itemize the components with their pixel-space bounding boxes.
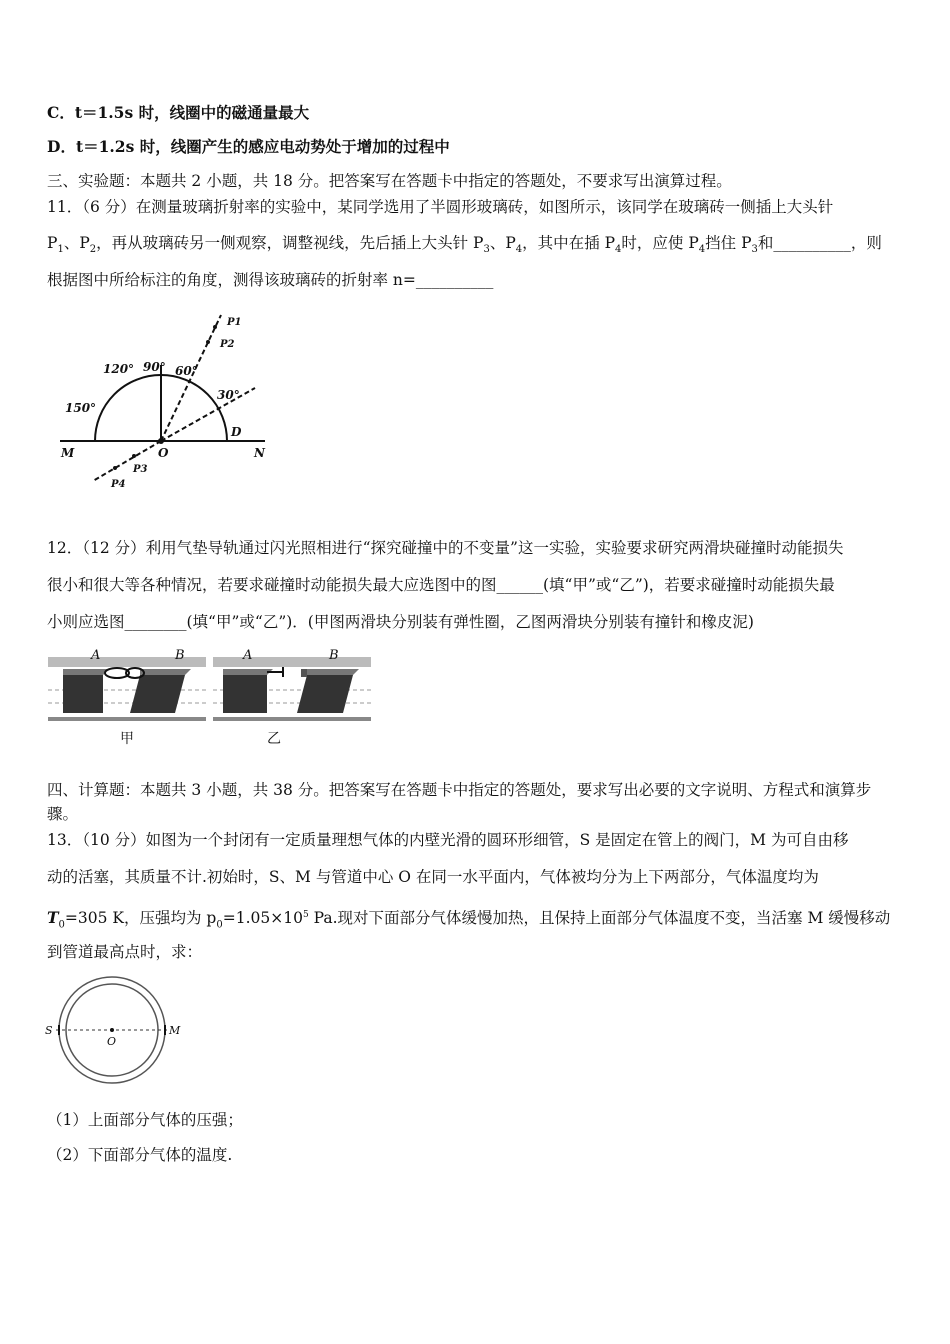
q13-line1: 13．（10 分）如图为一个封闭有一定质量理想气体的内壁光滑的圆环形细管，S 是固定在管上的阀门，M 为可自由移 [47, 831, 849, 849]
slider-b-label-2: B [329, 648, 339, 663]
slider-a-label-2: A [243, 648, 253, 663]
q12-line1: 12．（12 分）利用气垫导轨通过闪光照相进行“探究碰撞中的不变量”这一实验，实验要求研究两滑块碰撞时动能损失 [47, 539, 844, 557]
track-yi [213, 657, 371, 721]
caption-yi: 乙 [267, 731, 281, 747]
q13-line3: $T_0=305$ K，压强均为 $p_0=1.05\times 10^5$ Pa.现对下面部分气体缓慢加热，且保持上面部分气体温度不变，当活塞 M 缓慢移动 [47, 908, 891, 931]
q11-line1: 11．（6 分）在测量玻璃折射率的实验中，某同学选用了半圆形玻璃砖，如图所示，该同学在玻璃砖一侧插上大头针 [47, 198, 834, 216]
q12-line3: 小则应选图________(填“甲”或“乙”)．(甲图两滑块分别装有弹性圈，乙图两滑块分别装有撞针和橡皮泥) [47, 613, 754, 631]
label-o: O [158, 446, 169, 460]
label-center-o: O [107, 1035, 117, 1048]
option-c: C．t＝1.5s 时，线圈中的磁通量最大 [47, 103, 310, 122]
section-4-heading-line1: 四、计算题：本题共 3 小题，共 38 分。把答案写在答题卡中指定的答题处，要求写出必要的文字说明、方程式和演算步 [47, 781, 872, 799]
label-p1: P1 [227, 317, 242, 328]
angle-90-label: 90° [143, 360, 166, 374]
angle-30-label: 30° [217, 388, 240, 402]
slider-b-label-1: B [175, 648, 185, 663]
track-jia [48, 657, 206, 721]
angle-150-label: 150° [65, 401, 97, 415]
label-d: D [231, 425, 242, 439]
label-n: N [254, 446, 265, 460]
section-4-heading-line2: 骤。 [47, 805, 79, 823]
q11-line2: $P_1$、$P_2$，再从玻璃砖另一侧观察，调整视线，先后插上大头针 $P_3$、$P_4$，其中在插 $P_4$时，应使 $P_4$挡住 $P_3$和__________，则 [47, 234, 882, 256]
q12-line2: 很小和很大等各种情况，若要求碰撞时动能损失最大应选图中的图______(填“甲”或“乙”)，若要求碰撞时动能损失最 [47, 576, 835, 594]
label-p3: P3 [133, 464, 148, 475]
caption-jia: 甲 [120, 731, 134, 747]
option-d: D．t＝1.2s 时，线圈产生的感应电动势处于增加的过程中 [47, 137, 450, 156]
refraction-diagram [55, 305, 280, 495]
q13-part1: （1）上面部分气体的压强； [47, 1111, 243, 1129]
angle-60-label: 60° [175, 364, 198, 378]
label-piston-m: M [169, 1024, 181, 1037]
q13-line2: 动的活塞，其质量不计.初始时，S、M 与管道中心 O 在同一水平面内，气体被均分为上下两部分，气体温度均为 [47, 868, 819, 886]
slider-a-label-1: A [91, 648, 101, 663]
label-s: S [45, 1024, 53, 1037]
label-p4: P4 [111, 479, 126, 490]
ring-tube-diagram [42, 975, 187, 1090]
q13-part2: （2）下面部分气体的温度. [47, 1146, 233, 1164]
label-m: M [61, 446, 75, 460]
label-p2: P2 [220, 339, 235, 350]
angle-120-label: 120° [103, 362, 135, 376]
section-3-heading: 三、实验题：本题共 2 小题，共 18 分。把答案写在答题卡中指定的答题处，不要求写出演算过程。 [47, 172, 732, 190]
q11-line3: 根据图中所给标注的角度，测得该玻璃砖的折射率 n=__________ [47, 271, 494, 289]
q13-line4: 到管道最高点时，求： [47, 943, 203, 961]
air-track-diagram [45, 645, 375, 750]
